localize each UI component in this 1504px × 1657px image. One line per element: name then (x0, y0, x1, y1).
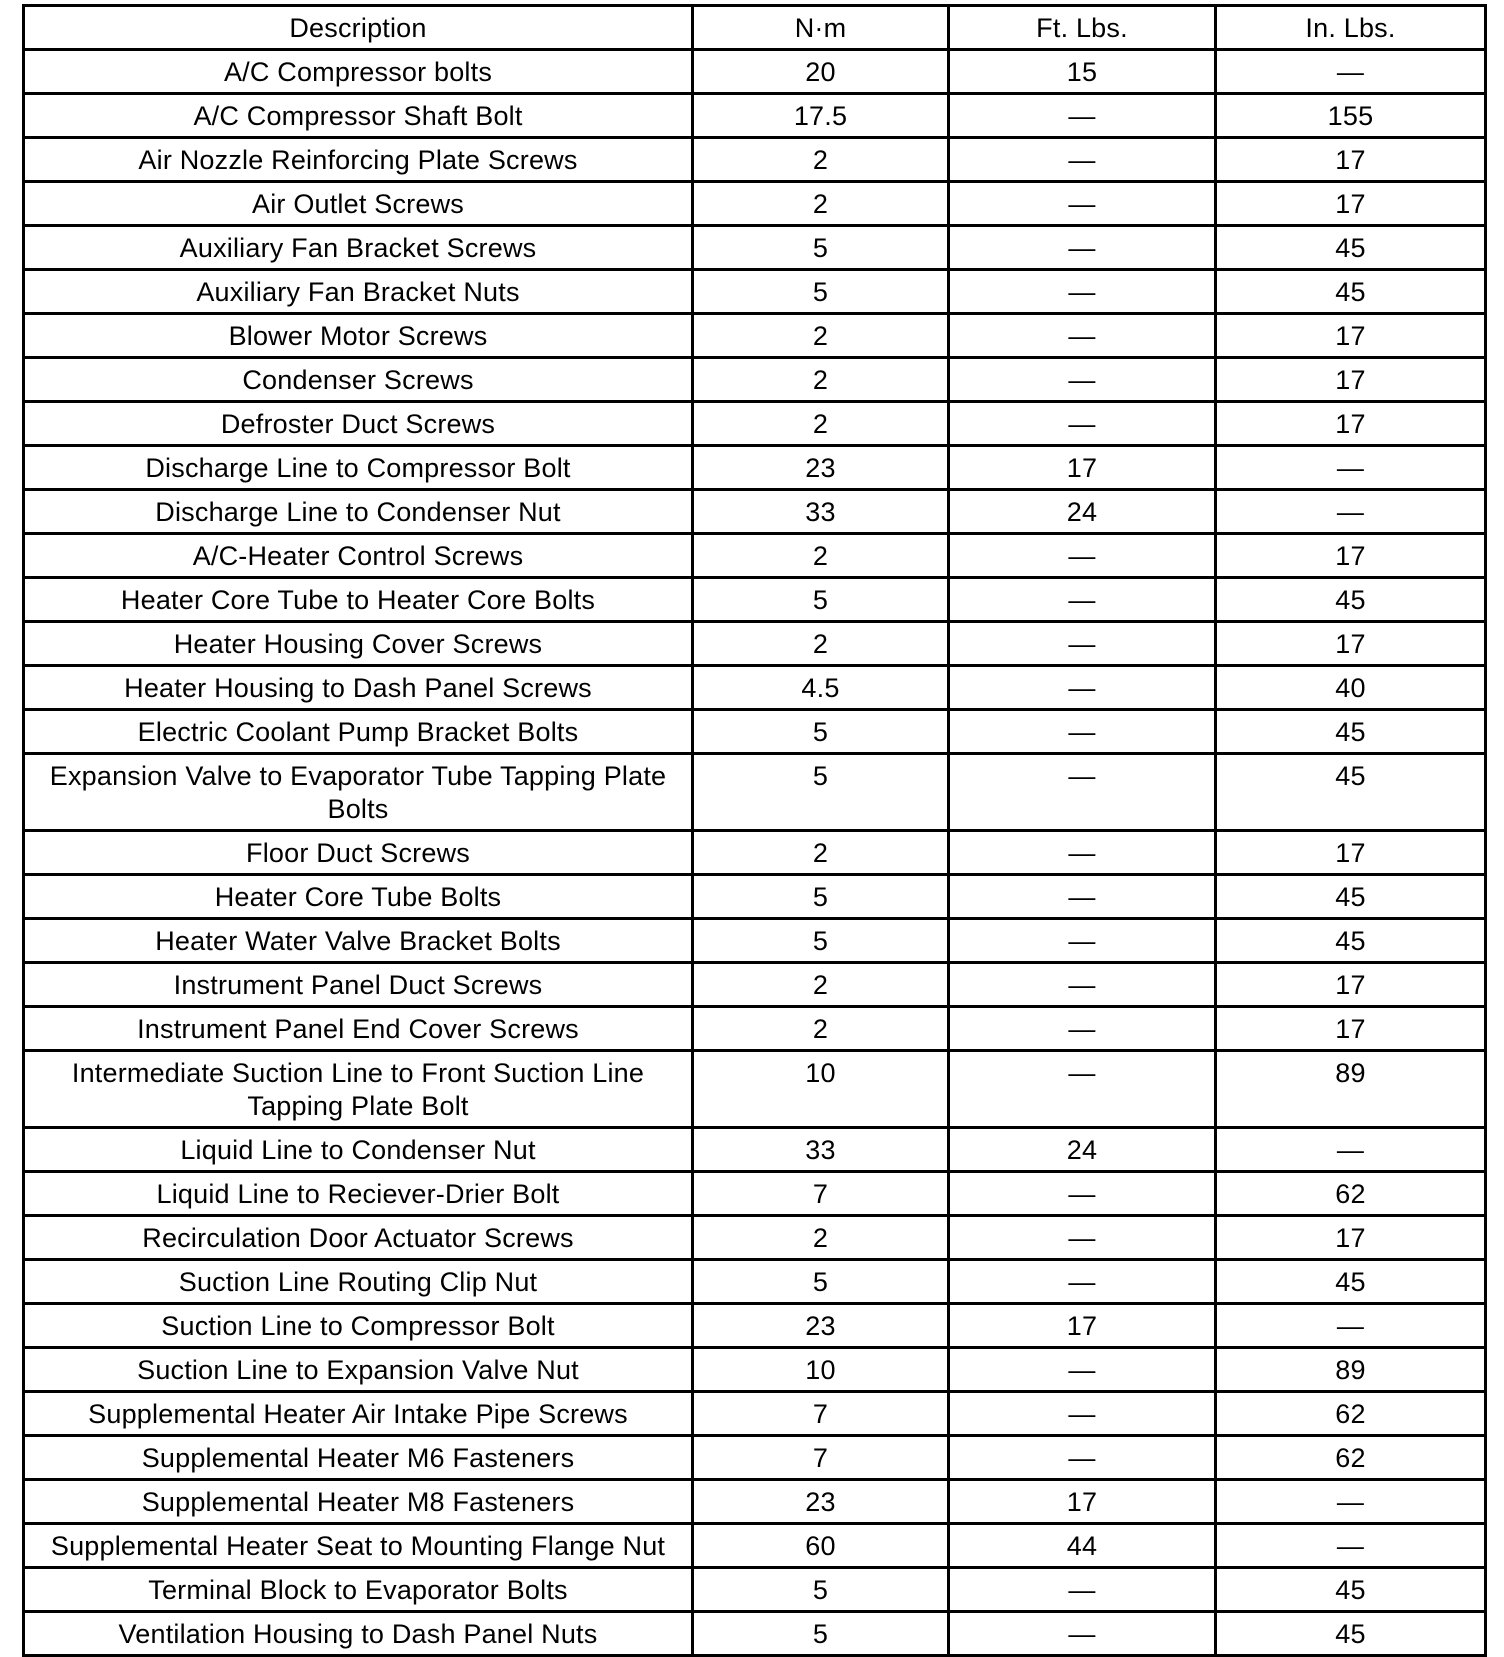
cell-inch-pounds: 89 (1216, 1348, 1486, 1392)
cell-description: Terminal Block to Evaporator Bolts (24, 1568, 693, 1612)
cell-description: Liquid Line to Condenser Nut (24, 1128, 693, 1172)
cell-inch-pounds: — (1216, 446, 1486, 490)
cell-description: Air Outlet Screws (24, 182, 693, 226)
cell-newton-meters: 2 (693, 831, 949, 875)
table-row (24, 226, 1486, 270)
cell-inch-pounds: — (1216, 50, 1486, 94)
table-body (24, 50, 1486, 1656)
cell-foot-pounds: — (949, 919, 1216, 963)
cell-newton-meters: 2 (693, 1216, 949, 1260)
cell-foot-pounds: — (949, 534, 1216, 578)
cell-newton-meters: 5 (693, 710, 949, 754)
cell-newton-meters: 23 (693, 1480, 949, 1524)
cell-inch-pounds: 17 (1216, 622, 1486, 666)
cell-description: Supplemental Heater M6 Fasteners (24, 1436, 693, 1480)
header-foot-pounds: Ft. Lbs. (949, 6, 1216, 50)
cell-newton-meters: 2 (693, 622, 949, 666)
cell-description: Electric Coolant Pump Bracket Bolts (24, 710, 693, 754)
cell-foot-pounds: — (949, 138, 1216, 182)
cell-newton-meters: 2 (693, 534, 949, 578)
cell-newton-meters: 5 (693, 1260, 949, 1304)
cell-newton-meters: 17.5 (693, 94, 949, 138)
cell-inch-pounds: — (1216, 1304, 1486, 1348)
cell-description: Supplemental Heater Air Intake Pipe Screws (24, 1392, 693, 1436)
cell-description: Ventilation Housing to Dash Panel Nuts (24, 1612, 693, 1656)
cell-inch-pounds: 17 (1216, 138, 1486, 182)
cell-foot-pounds: — (949, 402, 1216, 446)
cell-description: Heater Water Valve Bracket Bolts (24, 919, 693, 963)
cell-newton-meters: 5 (693, 226, 949, 270)
cell-description: A/C Compressor bolts (24, 50, 693, 94)
cell-foot-pounds: 17 (949, 1304, 1216, 1348)
cell-description: Instrument Panel Duct Screws (24, 963, 693, 1007)
cell-newton-meters: 23 (693, 1304, 949, 1348)
table-row (24, 1172, 1486, 1216)
cell-foot-pounds: — (949, 710, 1216, 754)
cell-description: Defroster Duct Screws (24, 402, 693, 446)
cell-inch-pounds: — (1216, 490, 1486, 534)
cell-newton-meters: 10 (693, 1348, 949, 1392)
cell-foot-pounds: — (949, 963, 1216, 1007)
cell-inch-pounds: 17 (1216, 534, 1486, 578)
table-row (24, 1007, 1486, 1051)
cell-newton-meters: 2 (693, 1007, 949, 1051)
cell-inch-pounds: 62 (1216, 1172, 1486, 1216)
table-row (24, 1128, 1486, 1172)
cell-inch-pounds: 62 (1216, 1436, 1486, 1480)
table-row (24, 1304, 1486, 1348)
cell-newton-meters: 33 (693, 490, 949, 534)
table-row (24, 314, 1486, 358)
header-description: Description (24, 6, 693, 50)
table-row (24, 875, 1486, 919)
header-row (24, 6, 1486, 50)
cell-description: Expansion Valve to Evaporator Tube Tapping Plate Bolts (24, 754, 693, 831)
cell-foot-pounds: — (949, 1051, 1216, 1128)
cell-foot-pounds: — (949, 1216, 1216, 1260)
cell-description: Recirculation Door Actuator Screws (24, 1216, 693, 1260)
cell-foot-pounds: 15 (949, 50, 1216, 94)
cell-inch-pounds: 45 (1216, 1568, 1486, 1612)
cell-description: Heater Housing to Dash Panel Screws (24, 666, 693, 710)
cell-description: Discharge Line to Condenser Nut (24, 490, 693, 534)
cell-foot-pounds: — (949, 1260, 1216, 1304)
table-row (24, 138, 1486, 182)
cell-description: A/C Compressor Shaft Bolt (24, 94, 693, 138)
cell-description: Suction Line to Expansion Valve Nut (24, 1348, 693, 1392)
cell-description: Liquid Line to Reciever-Drier Bolt (24, 1172, 693, 1216)
cell-inch-pounds: 17 (1216, 182, 1486, 226)
table-row (24, 1260, 1486, 1304)
cell-foot-pounds: — (949, 578, 1216, 622)
table-row (24, 270, 1486, 314)
cell-inch-pounds: — (1216, 1128, 1486, 1172)
cell-foot-pounds: 24 (949, 1128, 1216, 1172)
table-row (24, 1480, 1486, 1524)
cell-inch-pounds: 17 (1216, 314, 1486, 358)
table-row (24, 831, 1486, 875)
cell-inch-pounds: 45 (1216, 578, 1486, 622)
table-row (24, 490, 1486, 534)
cell-description: A/C-Heater Control Screws (24, 534, 693, 578)
cell-inch-pounds: 45 (1216, 875, 1486, 919)
cell-newton-meters: 5 (693, 1612, 949, 1656)
table-row (24, 1524, 1486, 1568)
cell-description: Auxiliary Fan Bracket Nuts (24, 270, 693, 314)
cell-newton-meters: 2 (693, 182, 949, 226)
cell-newton-meters: 5 (693, 919, 949, 963)
cell-description: Suction Line to Compressor Bolt (24, 1304, 693, 1348)
cell-inch-pounds: 45 (1216, 1612, 1486, 1656)
cell-inch-pounds: 45 (1216, 270, 1486, 314)
cell-foot-pounds: — (949, 358, 1216, 402)
table-row (24, 710, 1486, 754)
cell-inch-pounds: 89 (1216, 1051, 1486, 1128)
cell-newton-meters: 10 (693, 1051, 949, 1128)
cell-inch-pounds: 45 (1216, 1260, 1486, 1304)
cell-inch-pounds: 155 (1216, 94, 1486, 138)
cell-description: Heater Core Tube Bolts (24, 875, 693, 919)
table-row (24, 358, 1486, 402)
cell-description: Floor Duct Screws (24, 831, 693, 875)
cell-inch-pounds: 62 (1216, 1392, 1486, 1436)
cell-newton-meters: 5 (693, 578, 949, 622)
cell-foot-pounds: — (949, 1612, 1216, 1656)
table-row (24, 1051, 1486, 1128)
cell-newton-meters: 5 (693, 1568, 949, 1612)
header-inch-pounds: In. Lbs. (1216, 6, 1486, 50)
cell-description: Condenser Screws (24, 358, 693, 402)
header-newton-meters: N·m (693, 6, 949, 50)
cell-foot-pounds: 17 (949, 1480, 1216, 1524)
cell-inch-pounds: — (1216, 1524, 1486, 1568)
table-row (24, 1612, 1486, 1656)
cell-newton-meters: 4.5 (693, 666, 949, 710)
cell-description: Instrument Panel End Cover Screws (24, 1007, 693, 1051)
cell-foot-pounds: — (949, 226, 1216, 270)
cell-inch-pounds: 45 (1216, 226, 1486, 270)
cell-inch-pounds: 17 (1216, 1216, 1486, 1260)
cell-inch-pounds: 17 (1216, 402, 1486, 446)
cell-foot-pounds: 17 (949, 446, 1216, 490)
table-row (24, 50, 1486, 94)
cell-newton-meters: 5 (693, 875, 949, 919)
cell-inch-pounds: 45 (1216, 754, 1486, 831)
cell-foot-pounds: — (949, 94, 1216, 138)
cell-foot-pounds: — (949, 622, 1216, 666)
cell-inch-pounds: — (1216, 1480, 1486, 1524)
cell-newton-meters: 7 (693, 1436, 949, 1480)
cell-foot-pounds: 44 (949, 1524, 1216, 1568)
cell-inch-pounds: 17 (1216, 963, 1486, 1007)
table-row (24, 1216, 1486, 1260)
cell-description: Air Nozzle Reinforcing Plate Screws (24, 138, 693, 182)
cell-newton-meters: 2 (693, 138, 949, 182)
cell-newton-meters: 7 (693, 1172, 949, 1216)
cell-inch-pounds: 17 (1216, 831, 1486, 875)
cell-foot-pounds: — (949, 314, 1216, 358)
cell-foot-pounds: — (949, 1007, 1216, 1051)
table-header (24, 6, 1486, 50)
fastener-torque-table (22, 4, 1487, 1657)
cell-foot-pounds: — (949, 754, 1216, 831)
cell-foot-pounds: — (949, 666, 1216, 710)
cell-description: Supplemental Heater M8 Fasteners (24, 1480, 693, 1524)
cell-newton-meters: 33 (693, 1128, 949, 1172)
cell-newton-meters: 2 (693, 963, 949, 1007)
cell-newton-meters: 7 (693, 1392, 949, 1436)
cell-foot-pounds: — (949, 831, 1216, 875)
cell-newton-meters: 20 (693, 50, 949, 94)
cell-inch-pounds: 17 (1216, 1007, 1486, 1051)
table-row (24, 1392, 1486, 1436)
cell-foot-pounds: — (949, 1392, 1216, 1436)
cell-description: Heater Housing Cover Screws (24, 622, 693, 666)
table-row (24, 963, 1486, 1007)
table-row (24, 534, 1486, 578)
table-row (24, 1568, 1486, 1612)
cell-foot-pounds: — (949, 1568, 1216, 1612)
table-row (24, 666, 1486, 710)
table-row (24, 622, 1486, 666)
cell-description: Suction Line Routing Clip Nut (24, 1260, 693, 1304)
cell-newton-meters: 2 (693, 402, 949, 446)
cell-newton-meters: 60 (693, 1524, 949, 1568)
cell-foot-pounds: 24 (949, 490, 1216, 534)
cell-newton-meters: 2 (693, 314, 949, 358)
cell-inch-pounds: 45 (1216, 710, 1486, 754)
table-row (24, 94, 1486, 138)
cell-inch-pounds: 17 (1216, 358, 1486, 402)
table-row (24, 182, 1486, 226)
cell-newton-meters: 23 (693, 446, 949, 490)
table-row (24, 446, 1486, 490)
cell-description: Heater Core Tube to Heater Core Bolts (24, 578, 693, 622)
table-row (24, 578, 1486, 622)
table-row (24, 1436, 1486, 1480)
cell-foot-pounds: — (949, 1172, 1216, 1216)
table-row (24, 754, 1486, 831)
cell-description: Auxiliary Fan Bracket Screws (24, 226, 693, 270)
cell-inch-pounds: 40 (1216, 666, 1486, 710)
cell-foot-pounds: — (949, 875, 1216, 919)
table-row (24, 1348, 1486, 1392)
cell-inch-pounds: 45 (1216, 919, 1486, 963)
cell-foot-pounds: — (949, 182, 1216, 226)
cell-description: Intermediate Suction Line to Front Suction Line Tapping Plate Bolt (24, 1051, 693, 1128)
cell-newton-meters: 2 (693, 358, 949, 402)
table-row (24, 402, 1486, 446)
cell-foot-pounds: — (949, 1348, 1216, 1392)
cell-foot-pounds: — (949, 1436, 1216, 1480)
cell-foot-pounds: — (949, 270, 1216, 314)
cell-newton-meters: 5 (693, 270, 949, 314)
cell-description: Blower Motor Screws (24, 314, 693, 358)
cell-newton-meters: 5 (693, 754, 949, 831)
table-row (24, 919, 1486, 963)
cell-description: Supplemental Heater Seat to Mounting Flange Nut (24, 1524, 693, 1568)
cell-description: Discharge Line to Compressor Bolt (24, 446, 693, 490)
